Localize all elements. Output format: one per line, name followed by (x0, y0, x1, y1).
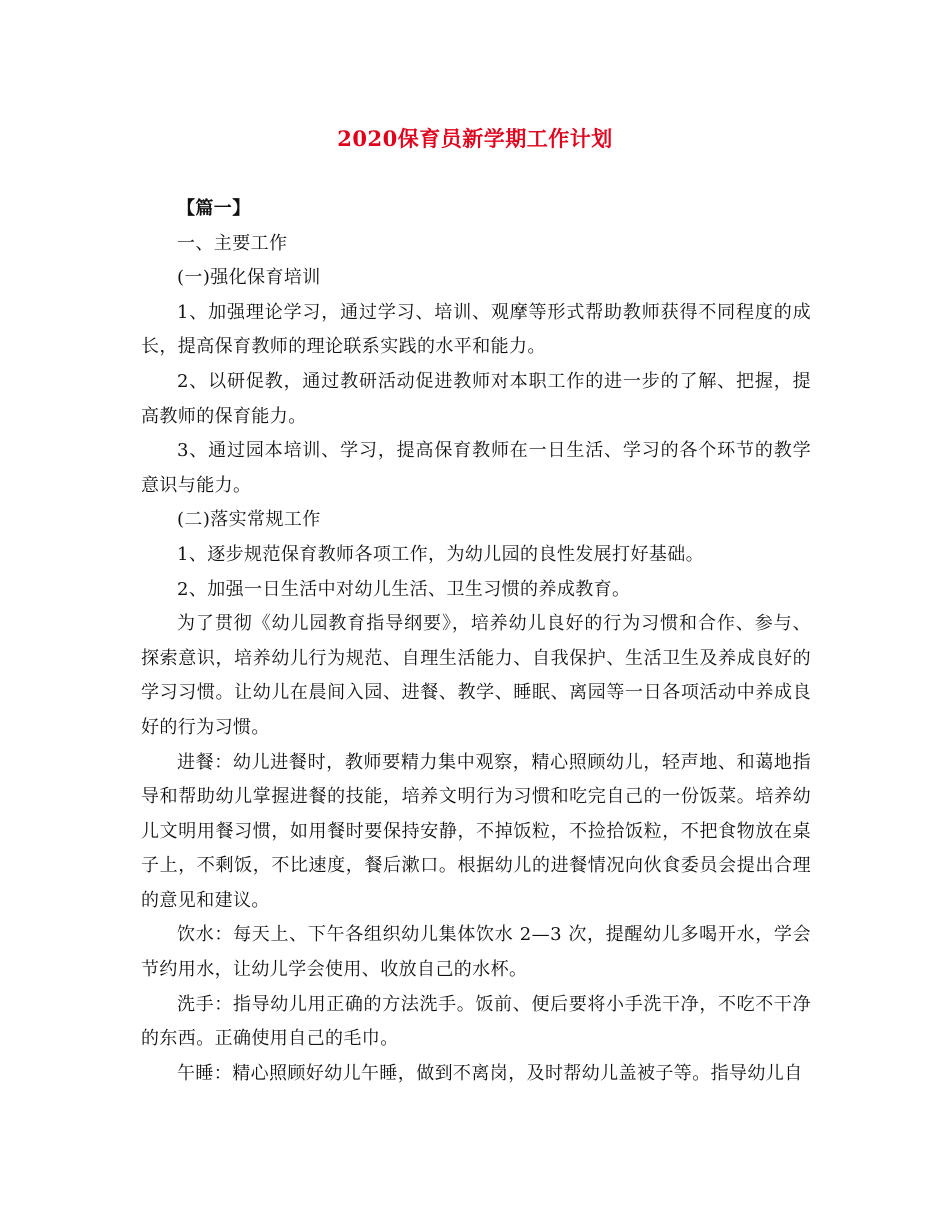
paragraph-standardize-work: 1、逐步规范保育教师各项工作，为幼儿园的良性发展打好基础。 (177, 543, 705, 565)
paragraph-meals: 进餐：幼儿进餐时，教师要精力集中观察，精心照顾幼儿，轻声地、和蔼地指导和帮助幼儿掌握进餐的技能，培养文明行为习惯和吃完自己的一份饭菜。培养幼儿文明用餐习惯，如用餐时要保持安静，不掉饭粒，不捡拾饭粒，不把食物放在桌子上，不剩饭，不比速度，餐后漱口。根据幼儿的进餐情况向伙食委员会提出合理的意见和建议。 (141, 751, 811, 911)
heading-main-work: 一、主要工作 (177, 232, 288, 254)
paragraph-habit-education: 2、加强一日生活中对幼儿生活、卫生习惯的养成教育。 (177, 578, 631, 600)
heading-strengthen-training: (一)强化保育培训 (177, 267, 321, 289)
section-label: 【篇一】 (177, 198, 251, 219)
paragraph-theory-study: 1、加强理论学习，通过学习、培训、观摩等形式帮助教师获得不同程度的成长，提高保育教师的理论联系实践的水平和能力。 (141, 301, 811, 358)
heading-routine-work: (二)落实常规工作 (177, 509, 321, 531)
paragraph-school-training: 3、通过园本培训、学习，提高保育教师在一日生活、学习的各个环节的教学意识与能力。 (141, 440, 811, 496)
document-body (141, 192, 811, 1091)
paragraph-hand-washing: 洗手：指导幼儿用正确的方法洗手。饭前、便后要将小手洗干净，不吃不干净的东西。正确使用自己的毛巾。 (141, 993, 811, 1050)
document-title: 2020保育员新学期工作计划 (337, 126, 613, 151)
paragraph-drinking-water: 饮水：每天上、下午各组织幼儿集体饮水 2—3 次，提醒幼儿多喝开水，学会节约用水，让幼儿学会使用、收放自己的水杯。 (141, 924, 811, 981)
paragraph-nap: 午睡：精心照顾好幼儿午睡，做到不离岗，及时帮幼儿盖被子等。指导幼儿自 (177, 1062, 803, 1084)
paragraph-guideline-implementation: 为了贯彻《幼儿园教育指导纲要》，培养幼儿良好的行为习惯和合作、参与、探索意识，培养幼儿行为规范、自理生活能力、自我保护、生活卫生及养成良好的学习习惯。让幼儿在晨间入园、进餐、教学、睡眠、离园等一日各项活动中养成良好的行为习惯。 (141, 613, 811, 738)
paragraph-research-teaching: 2、以研促教，通过教研活动促进教师对本职工作的进一步的了解、把握，提高教师的保育能力。 (141, 370, 811, 427)
